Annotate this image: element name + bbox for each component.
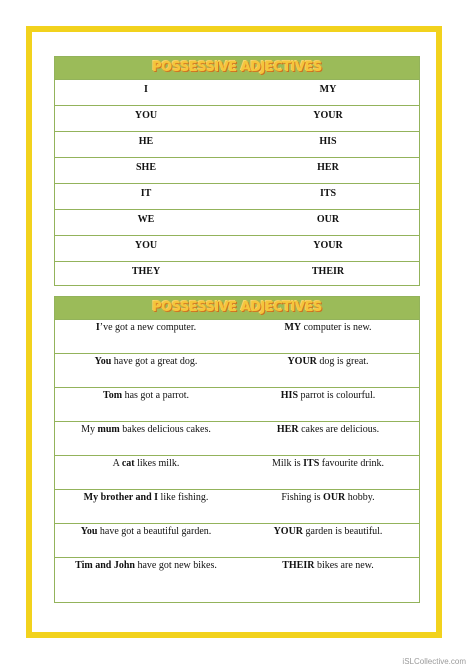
possessive-sentence: [237, 422, 419, 455]
adjective-cell: MY: [319, 84, 337, 95]
adjective-cell: OUR: [316, 214, 340, 225]
sentence-text: parrot is colourful.: [298, 390, 376, 401]
pronoun-table: [54, 56, 420, 286]
sentence-text: have got a beautiful garden.: [97, 526, 212, 537]
table-row: [55, 489, 419, 523]
subject-sentence: [55, 354, 237, 387]
possessive-word: YOUR: [273, 526, 304, 537]
subject-word: mum: [97, 424, 120, 435]
table-row: [55, 131, 419, 157]
sentence-text: cakes are delicious.: [298, 424, 380, 435]
pronoun-cell: IT: [140, 188, 152, 199]
sentence-text: computer is new.: [301, 322, 372, 333]
sentence-text: bikes are new.: [314, 560, 374, 571]
subject-sentence: [55, 320, 237, 353]
sentence-text: A: [112, 458, 122, 469]
possessive-word: MY: [284, 322, 302, 333]
example-sentences-table: [54, 296, 420, 603]
possessive-sentence: [237, 558, 419, 591]
sentence-text: dog is great.: [316, 356, 369, 367]
possessive-word: THEIR: [282, 560, 315, 571]
watermark: iSLCollective.com: [402, 657, 466, 666]
table-title: POSSESSIVE ADJECTIVES: [55, 297, 419, 319]
pronoun-cell: I: [144, 84, 148, 95]
subject-word: My brother and I: [83, 492, 159, 503]
sentence-text: ’ve got a new computer.: [99, 322, 197, 333]
table-row: [55, 319, 419, 353]
table-row: [55, 353, 419, 387]
table-row: [55, 387, 419, 421]
adjective-cell: HIS: [319, 136, 337, 147]
possessive-sentence: [237, 388, 419, 421]
table-row: [55, 421, 419, 455]
possessive-sentence: [237, 354, 419, 387]
subject-word: I: [95, 322, 100, 333]
pronoun-cell: HE: [138, 136, 154, 147]
table-row: [55, 261, 419, 286]
sentence-text: likes milk.: [134, 458, 180, 469]
subject-word: You: [80, 526, 98, 537]
possessive-sentence: [237, 456, 419, 489]
sentence-text: have got new bikes.: [134, 560, 217, 571]
sentence-text: My: [81, 424, 98, 435]
adjective-cell: HER: [317, 162, 339, 173]
sentence-text: like fishing.: [158, 492, 209, 503]
possessive-word: ITS: [303, 458, 320, 469]
table-row: [55, 455, 419, 489]
pronoun-cell: SHE: [135, 162, 156, 173]
sentence-text: bakes delicious cakes.: [119, 424, 211, 435]
table-row: [55, 557, 419, 591]
sentence-text: Fishing is: [281, 492, 324, 503]
table-title: POSSESSIVE ADJECTIVES: [55, 57, 419, 79]
possessive-sentence: [237, 524, 419, 557]
sentence-text: has got a parrot.: [122, 390, 190, 401]
possessive-word: HIS: [280, 390, 299, 401]
table-row: [55, 523, 419, 557]
sentence-text: favourite drink.: [319, 458, 384, 469]
table-row: [55, 79, 419, 105]
subject-word: cat: [121, 458, 135, 469]
pronoun-cell: YOU: [134, 110, 158, 121]
subject-sentence: [55, 524, 237, 557]
table-row: [55, 183, 419, 209]
table-row: [55, 209, 419, 235]
subject-sentence: [55, 490, 237, 523]
pronoun-cell: YOU: [134, 240, 158, 251]
subject-sentence: [55, 558, 237, 591]
subject-sentence: [55, 422, 237, 455]
possessive-sentence: [237, 490, 419, 523]
pronoun-cell: WE: [137, 214, 155, 225]
subject-sentence: [55, 388, 237, 421]
adjective-cell: YOUR: [313, 240, 343, 251]
adjective-cell: YOUR: [313, 110, 343, 121]
possessive-word: OUR: [323, 492, 346, 503]
subject-word: You: [94, 356, 112, 367]
possessive-word: YOUR: [287, 356, 317, 367]
subject-word: Tom: [102, 390, 123, 401]
table-row: [55, 105, 419, 131]
subject-word: Tim and John: [75, 560, 135, 571]
possessive-word: HER: [276, 424, 299, 435]
table-row: [55, 235, 419, 261]
sentence-text: hobby.: [345, 492, 375, 503]
adjective-cell: ITS: [319, 188, 337, 199]
table-row: [55, 157, 419, 183]
sentence-text: have got a great dog.: [111, 356, 198, 367]
possessive-sentence: [237, 320, 419, 353]
pronoun-cell: THEY: [131, 266, 161, 277]
sentence-text: garden is beautiful.: [303, 526, 383, 537]
subject-sentence: [55, 456, 237, 489]
adjective-cell: THEIR: [311, 266, 345, 277]
sentence-text: Milk is: [272, 458, 304, 469]
